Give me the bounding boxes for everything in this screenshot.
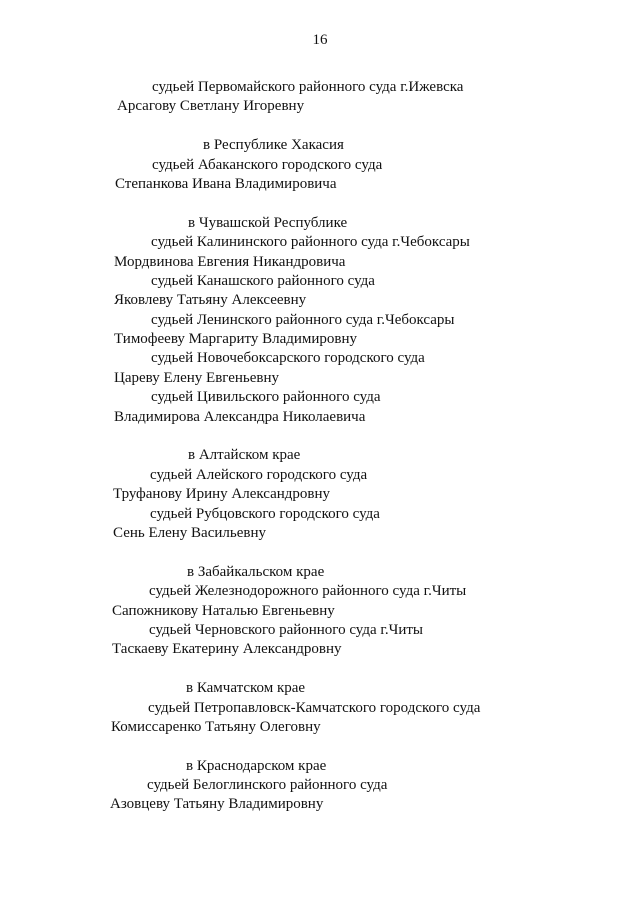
court-position-line: судьей Железнодорожного районного суда г.Читы (149, 583, 467, 600)
judge-name-line: Таскаеву Екатерину Александровну (112, 641, 342, 658)
appointments-list (0, 78, 640, 815)
judge-name-line: Мордвинова Евгения Никандровича (114, 253, 346, 270)
judge-name-line: Сапожникову Наталью Евгеньевну (112, 602, 335, 619)
page-number: 16 (312, 32, 328, 48)
region-block (0, 136, 640, 194)
judge-name-line: Комиссаренко Татьяну Олеговну (111, 718, 321, 735)
region-block (0, 757, 640, 815)
court-position-line: судьей Калининского районного суда г.Чебоксары (151, 234, 470, 251)
judge-name-line: Азовцеву Татьяну Владимировну (110, 796, 324, 813)
court-position-line: судьей Белоглинского районного суда (147, 777, 388, 794)
court-position-line: судьей Цивильского районного суда (151, 389, 381, 406)
region-block (0, 563, 640, 660)
judge-name-line: Арсагову Светлану Игоревну (117, 98, 305, 115)
judge-name-line: Владимирова Александра Николаевича (114, 408, 366, 425)
judge-name-line: Цареву Елену Евгеньевну (114, 369, 280, 386)
court-position-line: судьей Новочебоксарского городского суда (151, 350, 425, 367)
region-heading: в Краснодарском крае (186, 757, 327, 774)
region-heading: в Чувашской Республике (188, 214, 348, 231)
court-position-line: судьей Петропавловск-Камчатского городского суда (148, 699, 481, 716)
region-heading: в Республике Хакасия (203, 137, 344, 154)
court-position-line: судьей Алейского городского суда (150, 466, 368, 483)
appointment-block (0, 78, 640, 117)
court-position-line: судьей Канашского районного суда (151, 272, 375, 289)
region-heading: в Забайкальском крае (187, 563, 325, 580)
region-block (0, 679, 640, 737)
judge-name-line: Сень Елену Васильевну (113, 524, 266, 541)
judge-name-line: Труфанову Ирину Александровну (113, 486, 331, 503)
judge-name-line: Степанкова Ивана Владимировича (115, 175, 337, 192)
court-position-line: судьей Ленинского районного суда г.Чебоксары (151, 311, 455, 328)
judge-name-line: Яковлеву Татьяну Алексеевну (114, 292, 307, 309)
region-heading: в Камчатском крае (186, 680, 306, 697)
court-position-line: судьей Рубцовского городского суда (150, 505, 380, 522)
court-position-line: судьей Абаканского городского суда (152, 156, 383, 173)
region-block (0, 214, 640, 427)
region-block (0, 446, 640, 543)
court-position-line: судьей Первомайского районного суда г.Ижевска (152, 79, 464, 95)
region-heading: в Алтайском крае (188, 447, 301, 464)
court-position-line: судьей Черновского районного суда г.Читы (149, 621, 424, 638)
judge-name-line: Тимофееву Маргариту Владимировну (114, 331, 358, 348)
